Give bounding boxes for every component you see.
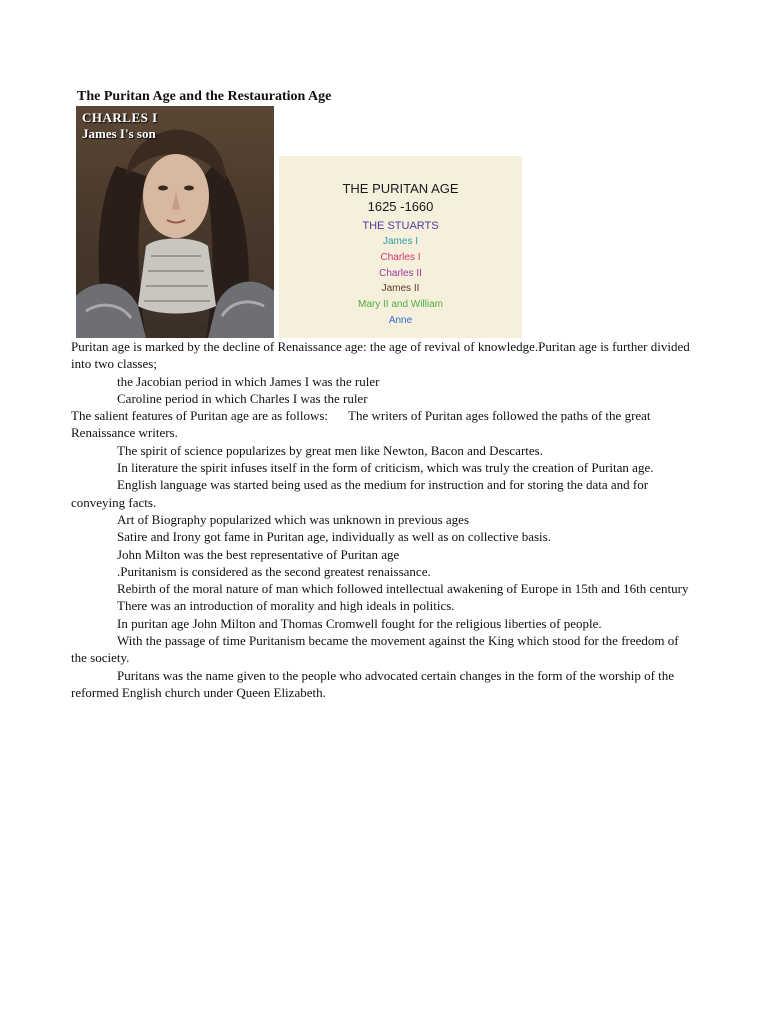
ruler-item: Charles I [380, 251, 421, 263]
charles-portrait-image [76, 106, 274, 338]
portrait-caption-relation: James I's son [82, 126, 156, 141]
ruler-item: Anne [388, 315, 413, 326]
feature-item: Art of Biography popularized which was unknown in previous ages [117, 511, 470, 527]
feature-item: The spirit of science popularizes by great men like Newton, Bacon and Descartes. [117, 442, 543, 458]
panel-heading: THE PURITAN AGE [342, 181, 459, 196]
salient-paragraph [71, 407, 691, 442]
feature-list [71, 442, 691, 701]
period-item: Caroline period in which Charles I was the ruler [117, 390, 368, 406]
feature-item: English language was started being used as the medium for instruction and for storing the data and for conveying facts. [71, 477, 649, 510]
feature-item: With the passage of time Puritanism became the movement against the King which stood for the freedom of the society. [71, 633, 679, 666]
ruler-item: James I [382, 236, 418, 247]
document-title: The Puritan Age and the Restauration Age [77, 89, 332, 104]
feature-item: There was an introduction of morality and high ideals in politics. [117, 598, 455, 614]
body-text [71, 338, 691, 701]
intro-paragraph: Puritan age is marked by the decline of Renaissance age: the age of revival of knowledge.Puritan age is further divided into two classes; [71, 339, 690, 372]
feature-item: In puritan age John Milton and Thomas Cromwell fought for the religious liberties of people. [117, 615, 602, 631]
feature-item: Satire and Irony got fame in Puritan age, individually as well as on collective basis. [117, 529, 551, 545]
feature-item: John Milton was the best representative of Puritan age [117, 546, 400, 562]
panel-subheading: THE STUARTS [362, 220, 439, 232]
feature-item: Rebirth of the moral nature of man which followed intellectual awakening of Europe in 15th and 16th century [117, 581, 689, 597]
ruler-item: James II [381, 283, 420, 295]
salient-lead: The salient features of Puritan age are as follows: [71, 408, 329, 424]
period-item: the Jacobian period in which James I was the ruler [117, 373, 380, 389]
puritan-age-panel [279, 156, 522, 338]
portrait-caption-name: CHARLES I [82, 110, 158, 125]
ruler-item: Charles II [379, 267, 422, 279]
salient-first-feature: The writers of Puritan ages followed the paths of the great Renaissance writers. [71, 408, 651, 441]
feature-item: In literature the spirit infuses itself in the form of criticism, which was truly the creation of Puritan age. [117, 460, 654, 476]
panel-years: 1625 -1660 [367, 199, 434, 214]
feature-item: Puritans was the name given to the people who advocated certain changes in the form of the worship of the reformed English church under Queen Elizabeth. [71, 667, 675, 700]
ruler-item: Mary II and William [357, 299, 443, 311]
feature-item: .Puritanism is considered as the second greatest renaissance. [117, 563, 431, 579]
